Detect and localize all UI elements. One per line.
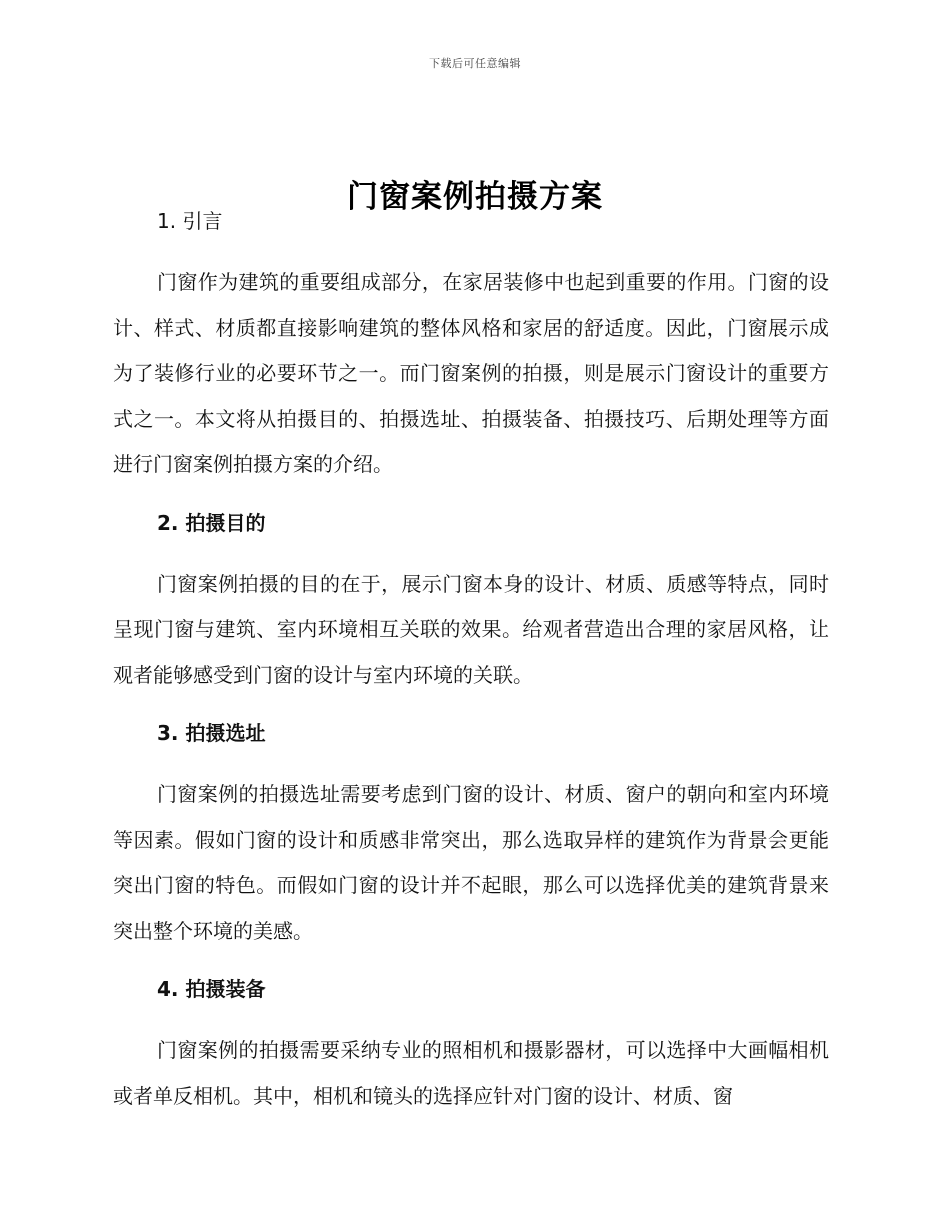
- section-paragraph-intro: 门窗作为建筑的重要组成部分，在家居装修中也起到重要的作用。门窗的设计、样式、材质都直接影响建筑的整体风格和家居的舒适度。因此，门窗展示成为了装修行业的必要环节之一。而门窗案例的拍摄，则是展示门窗设计的重要方式之一。本文将从拍摄目的、拍摄选址、拍摄装备、拍摄技巧、后期处理等方面进行门窗案例拍摄方案的介绍。: [113, 270, 829, 476]
- section-heading-equipment: 4. 拍摄装备: [157, 977, 266, 1001]
- section-heading-location: 3. 拍摄选址: [157, 721, 266, 745]
- section-paragraph-location: 门窗案例的拍摄选址需要考虑到门窗的设计、材质、窗户的朝向和室内环境等因素。假如门窗的设计和质感非常突出，那么选取异样的建筑作为背景会更能突出门窗的特色。而假如门窗的设计并不起眼，那么可以选择优美的建筑背景来突出整个环境的美感。: [113, 782, 829, 943]
- section-paragraph-purpose: 门窗案例拍摄的目的在于，展示门窗本身的设计、材质、质感等特点，同时呈现门窗与建筑、室内环境相互关联的效果。给观者营造出合理的家居风格，让观者能够感受到门窗的设计与室内环境的关联。: [113, 571, 829, 687]
- section-paragraph-equipment: 门窗案例的拍摄需要采纳专业的照相机和摄影器材，可以选择中大画幅相机或者单反相机。其中，相机和镜头的选择应针对门窗的设计、材质、窗: [113, 1038, 829, 1108]
- header-note: 下载后可任意编辑: [429, 57, 521, 70]
- document-body: [113, 204, 829, 1119]
- document-title: 门窗案例拍摄方案: [347, 178, 603, 215]
- section-heading-purpose: 2. 拍摄目的: [157, 510, 266, 535]
- section-heading-intro: 1. 引言: [157, 209, 223, 233]
